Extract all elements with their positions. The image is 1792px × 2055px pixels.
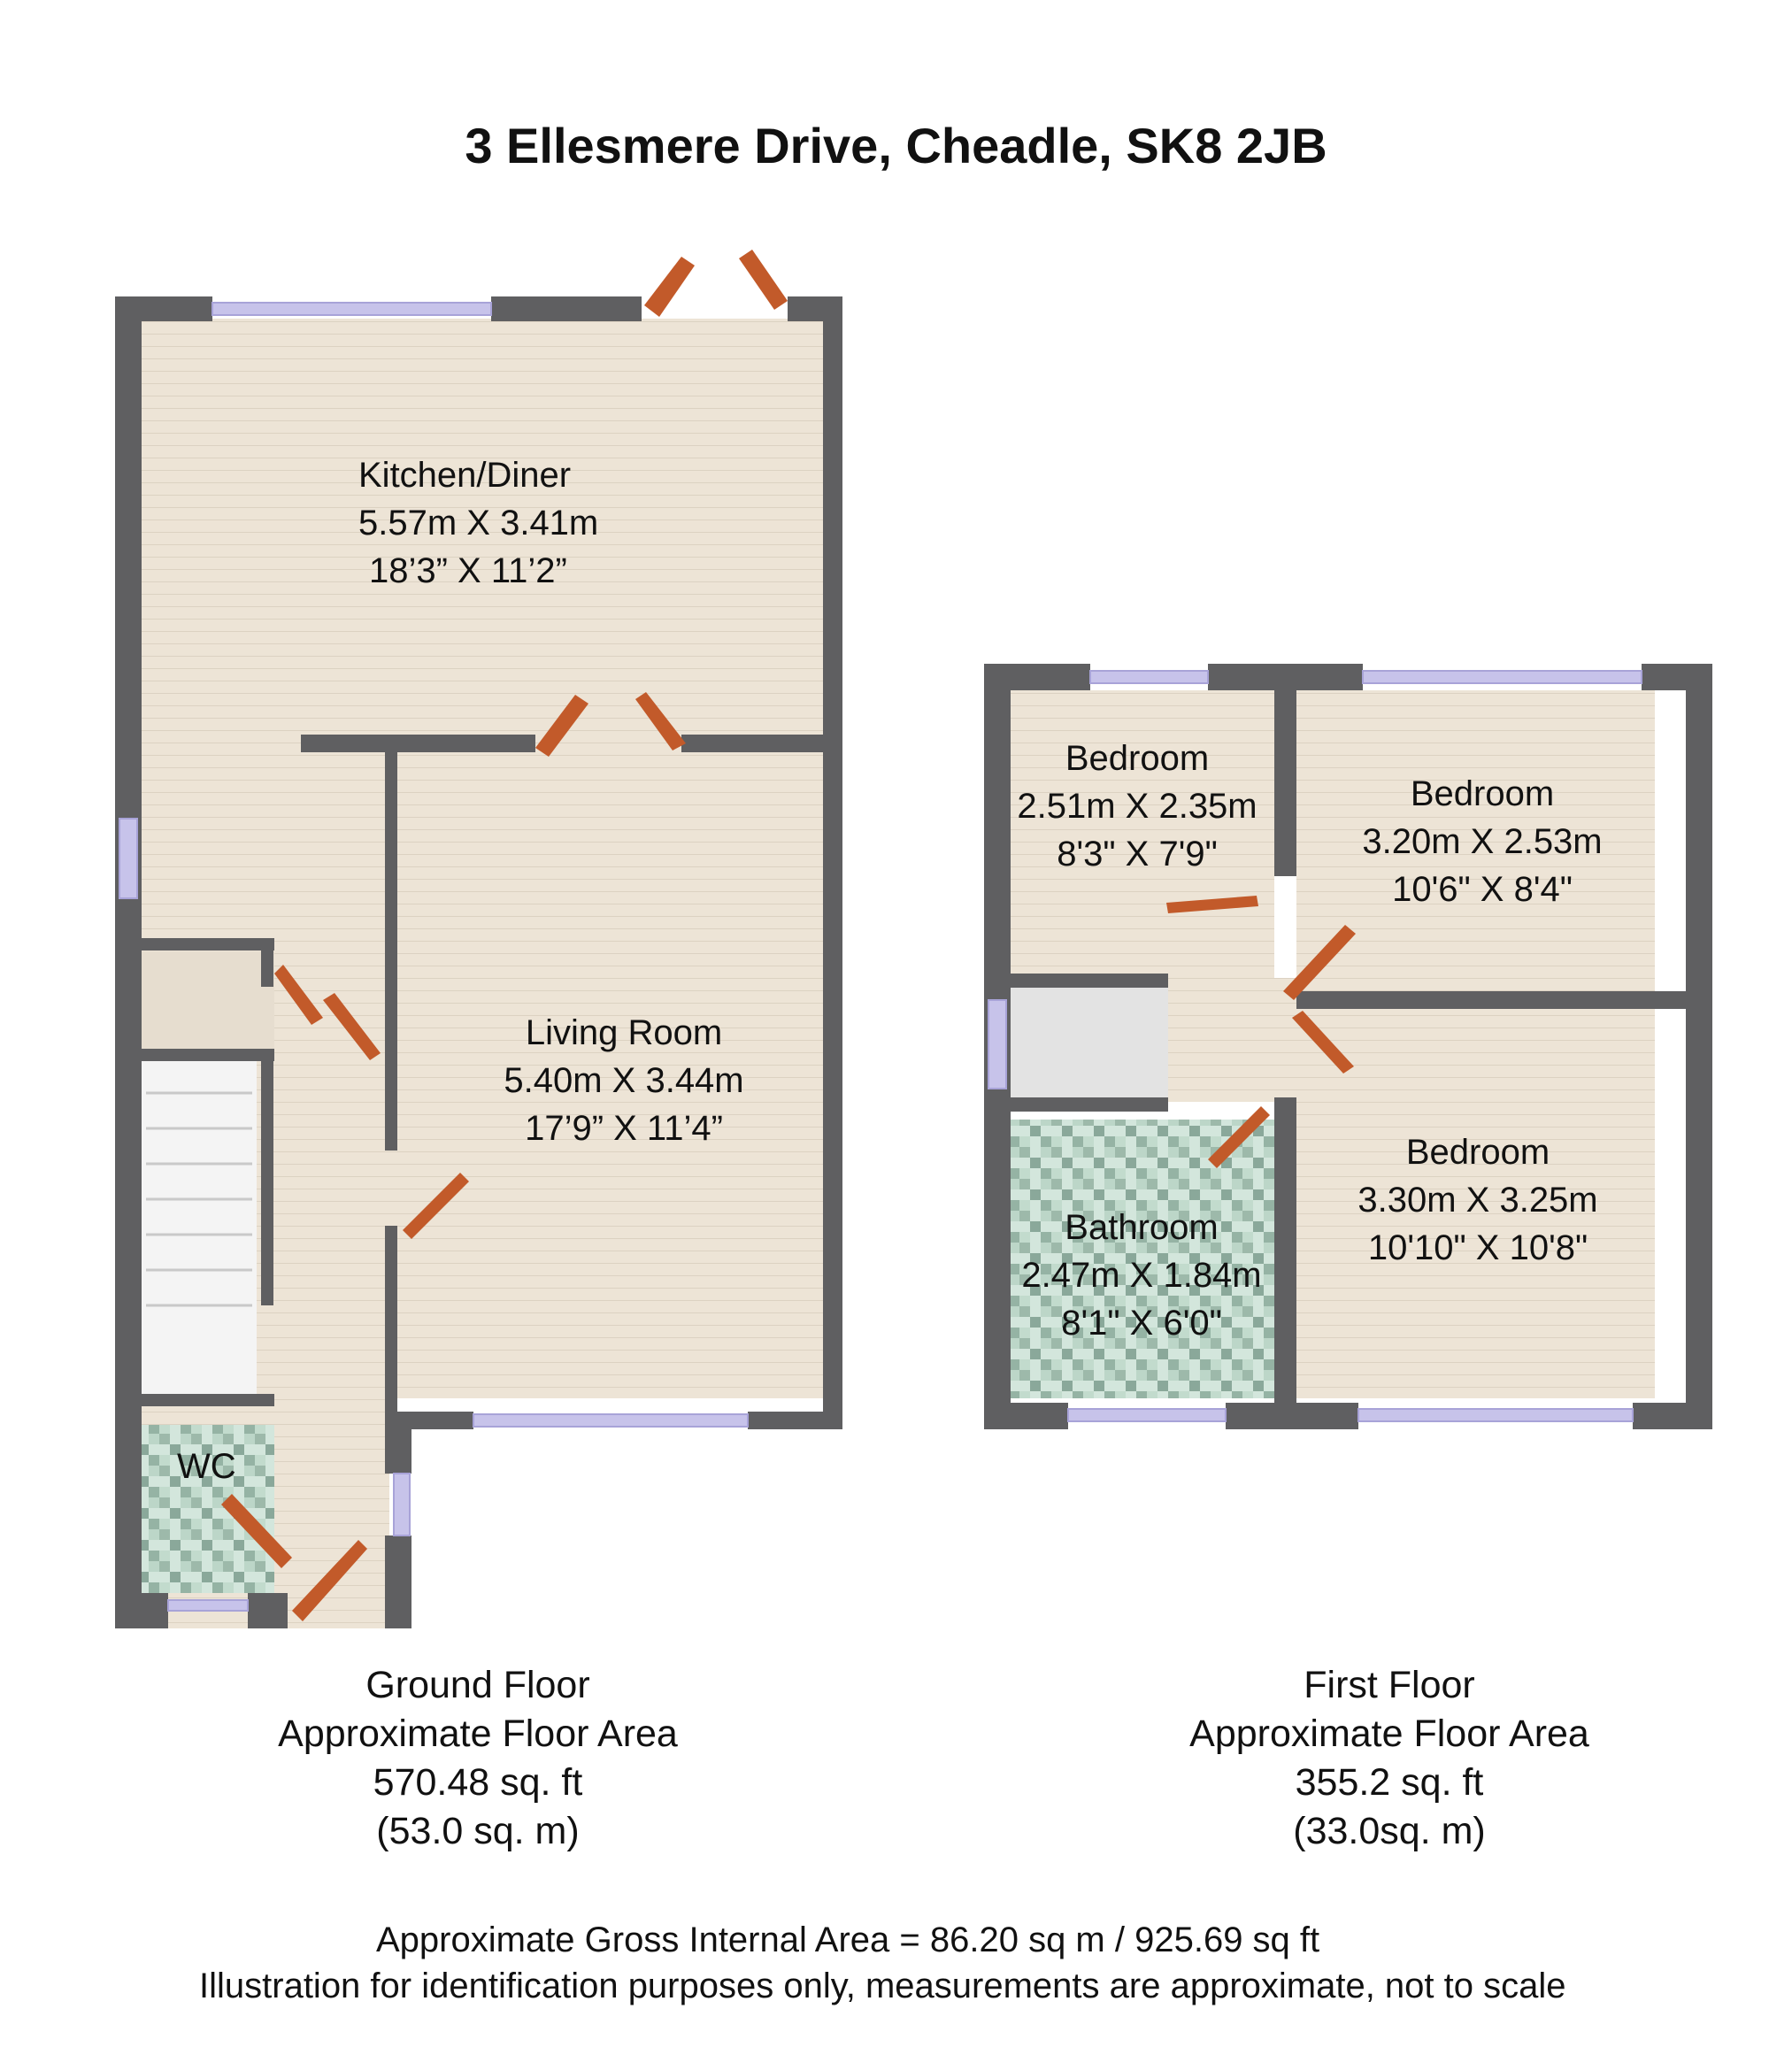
disclaimer: Illustration for identification purposes only, measurements are approximate, not to scale	[199, 1966, 1566, 2005]
floor-label: Ground Floor	[365, 1664, 590, 1706]
room-metric: 2.51m X 2.35m	[1017, 787, 1257, 826]
room-label-living-room	[482, 1009, 765, 1152]
floor-label: First Floor	[1304, 1664, 1475, 1706]
ground-floor-area	[257, 1661, 699, 1856]
room-label-bathroom	[1004, 1204, 1279, 1347]
room-name: Bathroom	[1065, 1208, 1219, 1247]
stairs-ground	[142, 1058, 257, 1394]
room-metric: 2.47m X 1.84m	[1021, 1256, 1262, 1295]
room-imperial: 10'10" X 10'8"	[1367, 1228, 1588, 1267]
room-label-wc	[177, 1443, 236, 1490]
room-name: Kitchen/Diner	[358, 456, 572, 495]
floor-area-sqm: (33.0sq. m)	[1293, 1810, 1486, 1852]
room-imperial: 17’9” X 11’4”	[525, 1109, 723, 1148]
room-imperial: 8'3" X 7'9"	[1057, 835, 1218, 874]
gross-internal-area: Approximate Gross Internal Area = 86.20 sq m / 925.69 sq ft	[376, 1920, 1320, 1959]
stairs-first	[1009, 982, 1168, 1102]
room-metric: 3.30m X 3.25m	[1357, 1181, 1598, 1220]
room-name: Bedroom	[1405, 1133, 1550, 1172]
floor-area-sqft: 355.2 sq. ft	[1295, 1761, 1484, 1804]
room-metric: 5.40m X 3.44m	[504, 1061, 744, 1100]
floor-area-sqm: (53.0 sq. m)	[376, 1810, 580, 1852]
room-metric: 3.20m X 2.53m	[1362, 822, 1603, 861]
room-label-bedroom-1	[1004, 735, 1270, 878]
floor-area-caption: Approximate Floor Area	[278, 1712, 678, 1755]
room-label-bedroom-2	[1336, 770, 1628, 913]
room-name: Bedroom	[1410, 774, 1555, 813]
room-imperial: 10'6" X 8'4"	[1392, 870, 1573, 909]
floor-area-sqft: 570.48 sq. ft	[373, 1761, 583, 1804]
room-label-kitchen-diner	[358, 451, 598, 595]
room-imperial: 8'1" X 6'0"	[1061, 1304, 1222, 1343]
room-imperial: 18’3” X 11’2”	[369, 551, 567, 590]
room-name: WC	[177, 1447, 236, 1486]
room-metric: 5.57m X 3.41m	[358, 504, 599, 543]
first-floor-area	[1168, 1661, 1611, 1856]
floor-area-caption: Approximate Floor Area	[1189, 1712, 1589, 1755]
room-name: Living Room	[525, 1013, 723, 1052]
cupboard-floor	[142, 951, 274, 1058]
room-label-bedroom-3	[1332, 1128, 1624, 1272]
room-name: Bedroom	[1065, 739, 1210, 778]
page-title: 3 Ellesmere Drive, Cheadle, SK8 2JB	[465, 118, 1327, 173]
